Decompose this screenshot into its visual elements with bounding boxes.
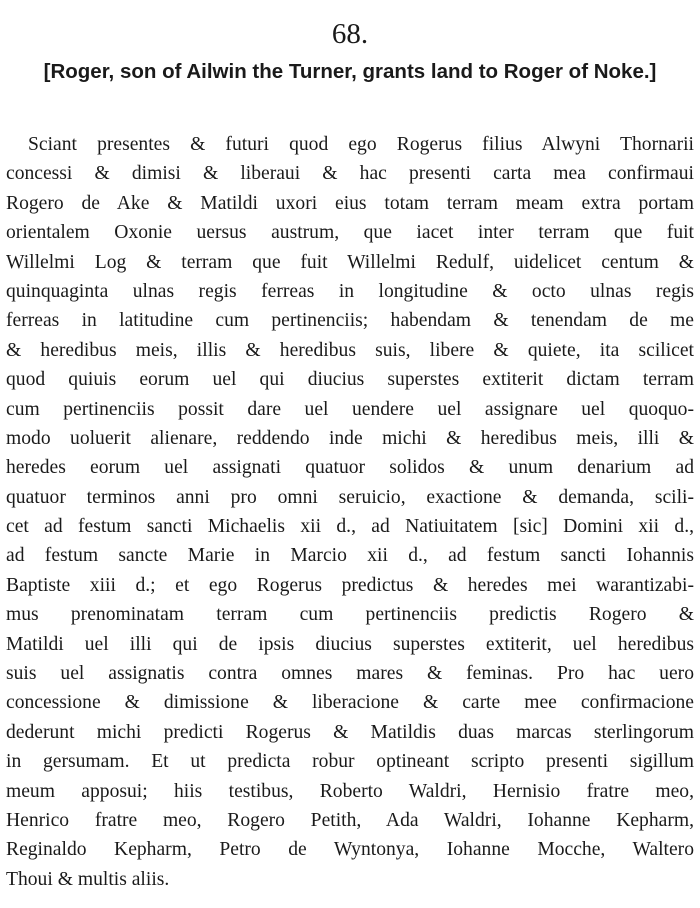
body-line: Reginaldo Kepharm, Petro de Wyntonya, Iohanne Mocche, Waltero	[6, 839, 694, 861]
charter-heading: [Roger, son of Ailwin the Turner, grants land to Roger of Noke.]	[43, 60, 657, 83]
body-line: ad festum sancte Marie in Marcio xii d., ad festum sancti Iohannis	[6, 545, 694, 567]
charter-body	[6, 130, 694, 894]
body-line: meum apposui; hiis testibus, Roberto Waldri, Hernisio fratre meo,	[6, 780, 694, 802]
body-line: quod quiuis eorum uel qui diucius superstes extiterit dictam terram	[6, 369, 694, 391]
body-line: orientalem Oxonie uersus austrum, que iacet inter terram que fuit	[6, 222, 694, 244]
body-line: cum pertinenciis possit dare uel uendere uel assignare uel quoquo-	[6, 398, 694, 420]
body-line: Rogero de Ake & Matildi uxori eius totam terram meam extra portam	[6, 192, 694, 214]
body-line: cet ad festum sancti Michaelis xii d., ad Natiuitatem [sic] Domini xii d.,	[6, 516, 694, 538]
body-line: Henrico fratre meo, Rogero Petith, Ada Waldri, Iohanne Kepharm,	[6, 809, 694, 831]
body-line: ferreas in latitudine cum pertinenciis; habendam & tenendam de me	[6, 310, 694, 332]
body-line: modo uoluerit alienare, reddendo inde michi & heredibus meis, illi &	[6, 427, 694, 449]
body-line: Willelmi Log & terram que fuit Willelmi Redulf, uidelicet centum &	[6, 251, 694, 273]
body-line: Sciant presentes & futuri quod ego Rogerus filius Alwyni Thornarii	[28, 134, 694, 155]
body-line: quatuor terminos anni pro omni seruicio, exactione & demanda, scili-	[6, 486, 694, 508]
body-line: heredes eorum uel assignati quatuor solidos & unum denarium ad	[6, 457, 694, 479]
body-line: concessione & dimissione & liberacione & carte mee confirmacione	[6, 692, 694, 714]
body-line: & heredibus meis, illis & heredibus suis, libere & quiete, ita scilicet	[6, 339, 694, 361]
body-line: quinquaginta ulnas regis ferreas in longitudine & octo ulnas regis	[6, 280, 694, 302]
body-line: suis uel assignatis contra omnes mares & feminas. Pro hac uero	[6, 663, 694, 685]
charter-number: 68.	[331, 18, 369, 50]
body-line: Matildi uel illi qui de ipsis diucius superstes extiterit, uel heredibus	[6, 633, 694, 655]
body-line: dederunt michi predicti Rogerus & Matildis duas marcas sterlingorum	[6, 721, 694, 743]
body-line: Baptiste xiii d.; et ego Rogerus predictus & heredes mei warantizabi-	[6, 574, 694, 596]
body-line: concessi & dimisi & liberaui & hac presenti carta mea confirmaui	[6, 163, 694, 185]
body-line: Thoui & multis aliis.	[6, 868, 170, 890]
body-line: in gersumam. Et ut predicta robur optineant scripto presenti sigillum	[6, 751, 694, 773]
body-line: mus prenominatam terram cum pertinenciis predictis Rogero &	[6, 604, 694, 626]
